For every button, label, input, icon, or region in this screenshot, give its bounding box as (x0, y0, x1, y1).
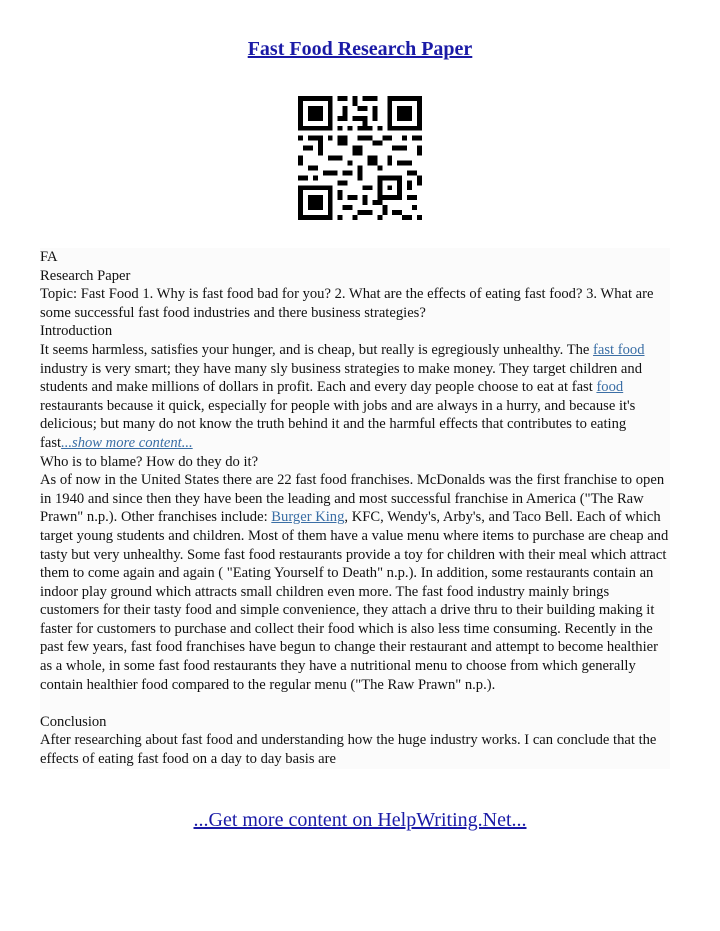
conclusion-heading: Conclusion (40, 713, 107, 730)
header-line-fa: FA (40, 249, 58, 265)
show-more-link[interactable]: ...show more content... (61, 434, 193, 451)
conclusion-paragraph: After researching about fast food and understanding how the huge industry works. I can conclude that the effects of eating fast food on a day to day basis are (40, 732, 657, 768)
document-title[interactable]: Fast Food Research Paper (247, 38, 473, 60)
fast-food-link[interactable]: fast food (593, 341, 645, 358)
topic-line: Topic: Fast Food 1. Why is fast food bad for you? 2. What are the effects of eating fast food? 3. What are some successful fast food industries and there business strategies? (40, 286, 654, 321)
franchise-text-2: , KFC, Wendy's, Arby's, and Taco Bell. Each of which target young students and children. Most of them have a value menu where items to purchase are cheap and tasty but very unhealthy. Some fast food restaurants provide a toy for children with their meal which attract them to come again and again ( "Eating Yourself to Death" n.p.). In addition, some restaurants contain an indoor play ground which attracts small children even more. The fast food industry mainly brings customers for their tasty food and simple convenience, they attach a drive thru to their building making it faster for customers to purchase and collect their food which is also less time consuming. Recently in the past few years, fast food franchises have begun to change their restaurant and attempt to become healthier as a whole, in some fast food restaurants they have a nutritional menu to choose from which generally contain healthier food compared to the regular menu ("The Raw Prawn" n.p.). (40, 509, 669, 693)
food-link[interactable]: food (596, 379, 624, 396)
document-body (40, 248, 670, 769)
intro-heading: Introduction (40, 323, 113, 340)
paragraph-gap (40, 694, 670, 713)
intro-paragraph (40, 341, 670, 453)
qr-code-icon (298, 96, 422, 220)
intro-text-1: It seems harmless, satisfies your hunger, and is cheap, but really is egregiously unhealthy. The (40, 341, 594, 358)
get-more-content-link[interactable]: ...Get more content on HelpWriting.Net... (193, 809, 527, 831)
question-line: Who is to blame? How do they do it? (40, 453, 259, 470)
burger-king-link[interactable]: Burger King (271, 509, 345, 526)
intro-text-2: industry is very smart; they have many sly business strategies to make money. They target children and students and make millions of dollars in profit. Each and every day people choose to eat at fast (40, 360, 642, 396)
franchise-paragraph (40, 471, 670, 694)
intro-text-3: restaurants because it quick, especially for people with jobs and are always in a hurry, and because it's delicious; but many do not know the truth behind it and the harmful effects that contributes to eating fast (40, 397, 636, 451)
header-line-research-paper: Research Paper (40, 267, 131, 284)
franchise-text-1: As of now in the United States there are 22 fast food franchises. McDonalds was the first franchise to open in 1940 and since then they have been the leading and most successful franchise in America ("The Raw Prawn" n.p.). Other franchises include: (40, 472, 665, 526)
